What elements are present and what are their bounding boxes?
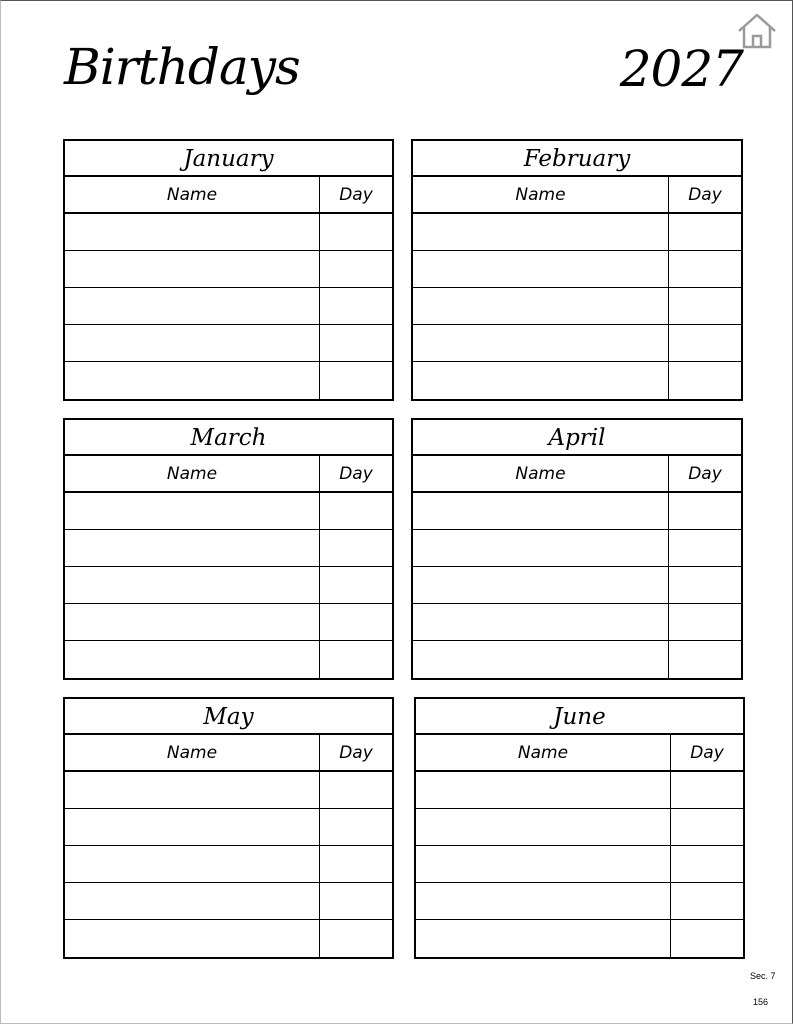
day-cell[interactable] <box>319 493 392 529</box>
table-row <box>65 567 392 604</box>
name-cell[interactable] <box>413 288 668 324</box>
day-cell[interactable] <box>319 214 392 250</box>
table-header <box>65 456 392 493</box>
day-cell[interactable] <box>668 493 741 529</box>
table-row <box>413 214 741 251</box>
table-row <box>65 493 392 530</box>
day-cell[interactable] <box>319 251 392 287</box>
month-title: January <box>65 141 392 177</box>
name-header: Name <box>166 464 218 484</box>
day-cell[interactable] <box>668 641 741 678</box>
name-cell[interactable] <box>65 920 319 957</box>
day-cell[interactable] <box>319 809 392 845</box>
table-row <box>413 567 741 604</box>
day-cell[interactable] <box>319 772 392 808</box>
table-rows <box>413 493 741 678</box>
table-row <box>413 641 741 678</box>
table-rows <box>65 214 392 399</box>
day-cell[interactable] <box>319 883 392 919</box>
name-cell[interactable] <box>416 920 670 957</box>
name-cell[interactable] <box>416 846 670 882</box>
name-cell[interactable] <box>65 809 319 845</box>
table-rows <box>416 772 743 957</box>
month-box-march <box>63 418 394 680</box>
day-cell[interactable] <box>668 567 741 603</box>
name-cell[interactable] <box>65 251 319 287</box>
name-cell[interactable] <box>416 772 670 808</box>
day-cell[interactable] <box>670 772 743 808</box>
day-cell[interactable] <box>319 567 392 603</box>
day-cell[interactable] <box>670 920 743 957</box>
table-row <box>416 846 743 883</box>
year-label: 2027 <box>619 40 743 98</box>
table-row <box>65 362 392 399</box>
table-row <box>416 809 743 846</box>
table-row <box>65 325 392 362</box>
table-header <box>416 735 743 772</box>
month-box-april <box>411 418 743 680</box>
day-cell[interactable] <box>319 530 392 566</box>
day-cell[interactable] <box>319 920 392 957</box>
name-cell[interactable] <box>416 883 670 919</box>
month-title: May <box>65 699 392 735</box>
table-row <box>65 920 392 957</box>
name-cell[interactable] <box>65 362 319 399</box>
month-title: February <box>413 141 741 177</box>
name-cell[interactable] <box>413 325 668 361</box>
name-cell[interactable] <box>413 567 668 603</box>
month-box-february <box>411 139 743 401</box>
name-cell[interactable] <box>413 362 668 399</box>
day-cell[interactable] <box>670 883 743 919</box>
page-title: Birthdays <box>64 38 300 96</box>
table-rows <box>413 214 741 399</box>
name-cell[interactable] <box>65 604 319 640</box>
name-header: Name <box>166 743 218 763</box>
name-cell[interactable] <box>65 493 319 529</box>
day-cell[interactable] <box>319 846 392 882</box>
table-row <box>65 288 392 325</box>
name-cell[interactable] <box>413 214 668 250</box>
day-cell[interactable] <box>670 809 743 845</box>
name-cell[interactable] <box>416 809 670 845</box>
name-cell[interactable] <box>65 772 319 808</box>
page-number: 156 <box>753 997 769 1007</box>
table-row <box>65 809 392 846</box>
day-header: Day <box>319 735 392 770</box>
table-row <box>65 883 392 920</box>
month-box-may <box>63 697 394 959</box>
name-cell[interactable] <box>413 641 668 678</box>
section-label: Sec. 7 <box>750 971 776 981</box>
month-title: March <box>65 420 392 456</box>
table-row <box>416 772 743 809</box>
table-row <box>413 493 741 530</box>
table-row <box>65 846 392 883</box>
name-cell[interactable] <box>65 846 319 882</box>
name-cell[interactable] <box>413 604 668 640</box>
day-cell[interactable] <box>668 325 741 361</box>
month-title: June <box>416 699 743 735</box>
day-header: Day <box>319 177 392 212</box>
day-cell[interactable] <box>668 251 741 287</box>
table-header <box>65 735 392 772</box>
name-cell[interactable] <box>413 493 668 529</box>
month-box-january <box>63 139 394 401</box>
name-cell[interactable] <box>65 567 319 603</box>
name-cell[interactable] <box>65 883 319 919</box>
table-header <box>65 177 392 214</box>
table-row <box>65 604 392 641</box>
name-cell[interactable] <box>65 288 319 324</box>
table-row <box>65 214 392 251</box>
day-header: Day <box>668 177 741 212</box>
day-header: Day <box>670 735 743 770</box>
name-header: Name <box>166 185 218 205</box>
day-cell[interactable] <box>319 325 392 361</box>
table-row <box>416 920 743 957</box>
day-cell[interactable] <box>319 641 392 678</box>
table-row <box>65 772 392 809</box>
name-header: Name <box>515 464 566 484</box>
home-icon[interactable] <box>736 12 778 50</box>
name-header: Name <box>517 743 569 763</box>
table-header <box>413 177 741 214</box>
name-cell[interactable] <box>413 251 668 287</box>
name-cell[interactable] <box>65 214 319 250</box>
table-row <box>65 641 392 678</box>
table-rows <box>65 772 392 957</box>
month-title: April <box>413 420 741 456</box>
day-cell[interactable] <box>319 288 392 324</box>
day-cell[interactable] <box>670 846 743 882</box>
table-rows <box>65 493 392 678</box>
table-row <box>413 325 741 362</box>
name-cell[interactable] <box>413 530 668 566</box>
name-header: Name <box>515 185 566 205</box>
name-cell[interactable] <box>65 325 319 361</box>
day-cell[interactable] <box>668 214 741 250</box>
day-cell[interactable] <box>668 530 741 566</box>
day-header: Day <box>319 456 392 491</box>
day-cell[interactable] <box>319 604 392 640</box>
day-cell[interactable] <box>668 362 741 399</box>
table-row <box>413 288 741 325</box>
table-row <box>413 362 741 399</box>
table-row <box>413 530 741 567</box>
day-header: Day <box>668 456 741 491</box>
month-box-june <box>414 697 745 959</box>
table-row <box>65 251 392 288</box>
table-row <box>416 883 743 920</box>
day-cell[interactable] <box>319 362 392 399</box>
table-row <box>413 604 741 641</box>
day-cell[interactable] <box>668 288 741 324</box>
table-header <box>413 456 741 493</box>
table-row <box>413 251 741 288</box>
name-cell[interactable] <box>65 641 319 678</box>
table-row <box>65 530 392 567</box>
name-cell[interactable] <box>65 530 319 566</box>
day-cell[interactable] <box>668 604 741 640</box>
